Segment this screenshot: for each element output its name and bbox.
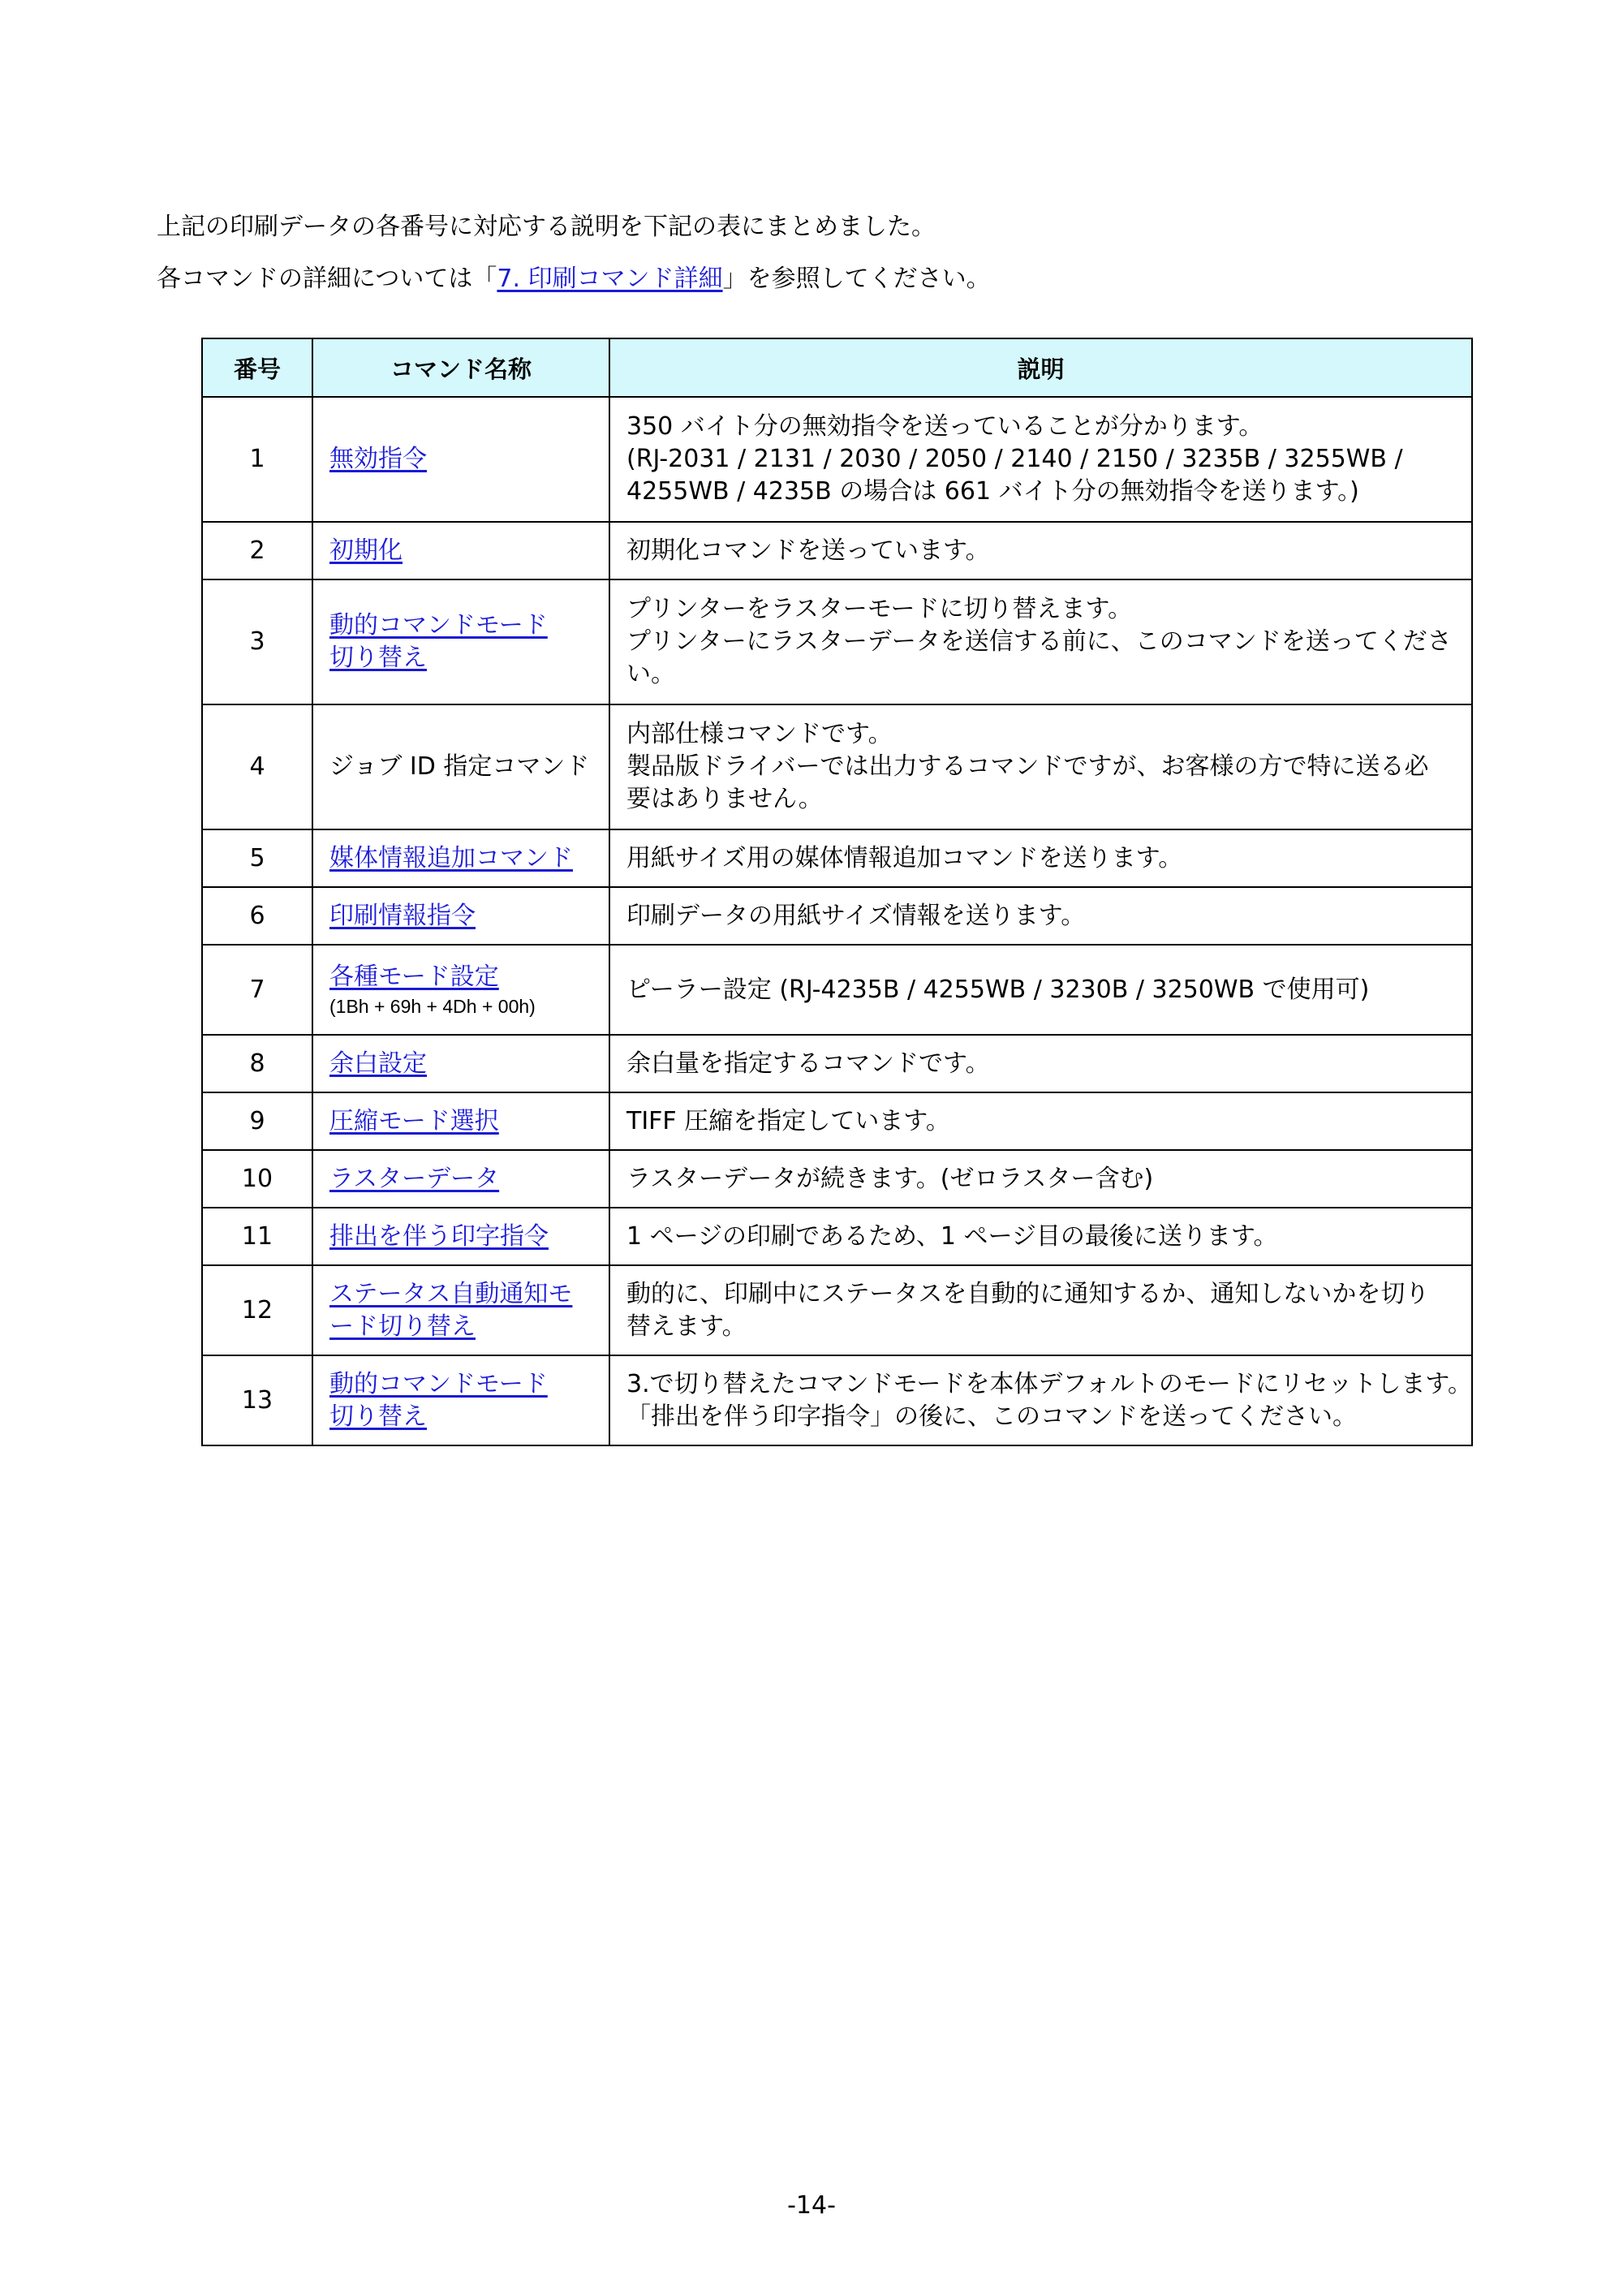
description-cell <box>609 1355 1472 1445</box>
description-cell <box>609 704 1472 829</box>
header-number: 番号 <box>202 338 312 397</box>
row-number: 4 <box>202 704 312 829</box>
table-row <box>202 1150 1472 1208</box>
table-row <box>202 1355 1472 1445</box>
command-name-link[interactable]: 切り替え <box>329 1402 427 1431</box>
command-table <box>201 338 1473 1446</box>
command-name-link[interactable]: 各種モード設定 <box>329 962 499 991</box>
description-cell <box>609 887 1472 945</box>
command-name-link[interactable]: 切り替え <box>329 644 427 672</box>
description-line: プリンターにラスターデータを送信する前に、このコマンドを送ってくださ <box>626 627 1452 656</box>
command-name-link[interactable]: ステータス自動通知モ <box>329 1279 573 1308</box>
description-cell <box>609 1150 1472 1208</box>
command-name-link[interactable]: 印刷情報指令 <box>329 901 476 930</box>
description-line: TIFF 圧縮を指定しています。 <box>626 1106 950 1135</box>
table-row <box>202 1092 1472 1150</box>
intro-text <box>157 201 991 305</box>
command-name-link[interactable]: ード切り替え <box>329 1312 476 1341</box>
page-number: -14- <box>787 2191 836 2220</box>
command-name-cell <box>312 945 609 1035</box>
row-number: 12 <box>202 1265 312 1355</box>
description-line: (RJ-2031 / 2131 / 2030 / 2050 / 2140 / 2150 / 3235B / 3255WB / <box>626 445 1403 473</box>
row-number: 10 <box>202 1150 312 1208</box>
command-name-link[interactable]: 動的コマンドモード <box>329 1369 548 1398</box>
header-command-name: コマンド名称 <box>312 338 609 397</box>
description-line: 3.で切り替えたコマンドモードを本体デフォルトのモードにリセットします。 <box>626 1369 1473 1398</box>
description-line: い。 <box>626 660 675 688</box>
description-cell <box>609 1265 1472 1355</box>
row-number: 2 <box>202 522 312 579</box>
command-name-link[interactable]: ラスターデータ <box>329 1164 500 1193</box>
command-name-cell <box>312 829 609 887</box>
description-line: 印刷データの用紙サイズ情報を送ります。 <box>626 901 1086 930</box>
description-line: 用紙サイズ用の媒体情報追加コマンドを送ります。 <box>626 843 1183 872</box>
command-name-link[interactable]: 動的コマンドモード <box>329 611 548 640</box>
intro-line-1: 上記の印刷データの各番号に対応する説明を下記の表にまとめました。 <box>157 213 936 241</box>
row-number: 6 <box>202 887 312 945</box>
command-name-link[interactable]: 初期化 <box>329 536 403 565</box>
row-number: 11 <box>202 1208 312 1265</box>
command-name-link[interactable]: 媒体情報追加コマンド <box>329 843 573 872</box>
table-row <box>202 1208 1472 1265</box>
intro-line-2-prefix: 各コマンドの詳細については「 <box>157 265 497 293</box>
row-number: 8 <box>202 1035 312 1092</box>
row-number: 5 <box>202 829 312 887</box>
description-line: 製品版ドライバーでは出力するコマンドですが、お客様の方で特に送る必 <box>626 752 1429 781</box>
description-line: 動的に、印刷中にステータスを自動的に通知するか、通知しないかを切り <box>626 1279 1430 1308</box>
command-name-cell <box>312 1208 609 1265</box>
command-name-link[interactable]: 排出を伴う印字指令 <box>329 1221 549 1251</box>
description-line: 内部仕様コマンドです。 <box>626 720 893 748</box>
row-number: 9 <box>202 1092 312 1150</box>
command-name-text: ジョブ ID 指定コマンド <box>329 752 590 781</box>
command-code-note: (1Bh + 69h + 4Dh + 00h) <box>329 995 536 1017</box>
description-line: 1 ページの印刷であるため、1 ページ目の最後に送ります。 <box>626 1221 1278 1251</box>
description-line: ラスターデータが続きます。(ゼロラスター含む) <box>626 1164 1154 1193</box>
description-cell <box>609 1092 1472 1150</box>
command-name-cell <box>312 397 609 522</box>
description-line: 替えます。 <box>626 1312 747 1341</box>
row-number: 3 <box>202 579 312 704</box>
description-cell <box>609 522 1472 579</box>
command-name-cell <box>312 1035 609 1092</box>
description-cell <box>609 579 1472 704</box>
command-name-cell <box>312 1150 609 1208</box>
table-row <box>202 1265 1472 1355</box>
command-name-cell <box>312 887 609 945</box>
command-name-link[interactable]: 圧縮モード選択 <box>329 1106 499 1135</box>
command-name-link[interactable]: 無効指令 <box>329 445 427 473</box>
table-row <box>202 945 1472 1035</box>
description-cell <box>609 1208 1472 1265</box>
table-row <box>202 887 1472 945</box>
description-line: プリンターをラスターモードに切り替えます。 <box>626 595 1133 623</box>
intro-line-2-suffix: 」を参照してください。 <box>722 265 991 293</box>
table-row <box>202 397 1472 522</box>
description-cell <box>609 829 1472 887</box>
row-number: 1 <box>202 397 312 522</box>
table-header-row <box>202 338 1472 397</box>
description-line: 4255WB / 4235B の場合は 661 バイト分の無効指令を送ります。) <box>626 477 1359 506</box>
command-name-cell <box>312 579 609 704</box>
table-row <box>202 704 1472 829</box>
row-number: 13 <box>202 1355 312 1445</box>
header-description: 説明 <box>609 338 1472 397</box>
description-line: ピーラー設定 (RJ-4235B / 4255WB / 3230B / 3250WB で使用可) <box>626 975 1370 1004</box>
command-name-cell <box>312 704 609 829</box>
command-name-cell <box>312 522 609 579</box>
command-name-cell <box>312 1092 609 1150</box>
table-row <box>202 522 1472 579</box>
description-line: 350 バイト分の無効指令を送っていることが分かります。 <box>626 412 1264 441</box>
description-line: 要はありません。 <box>626 785 823 813</box>
row-number: 7 <box>202 945 312 1035</box>
table-row <box>202 579 1472 704</box>
description-cell <box>609 397 1472 522</box>
command-details-link[interactable]: 7. 印刷コマンド詳細 <box>497 265 723 293</box>
table-row <box>202 829 1472 887</box>
intro-line-2 <box>157 253 991 305</box>
table-row <box>202 1035 1472 1092</box>
command-name-link[interactable]: 余白設定 <box>329 1049 427 1078</box>
description-line: 初期化コマンドを送っています。 <box>626 536 990 565</box>
description-cell <box>609 945 1472 1035</box>
description-line: 余白量を指定するコマンドです。 <box>626 1049 990 1078</box>
command-name-cell <box>312 1355 609 1445</box>
command-name-cell <box>312 1265 609 1355</box>
description-cell <box>609 1035 1472 1092</box>
description-line: 「排出を伴う印字指令」の後に、このコマンドを送ってください。 <box>626 1402 1357 1431</box>
